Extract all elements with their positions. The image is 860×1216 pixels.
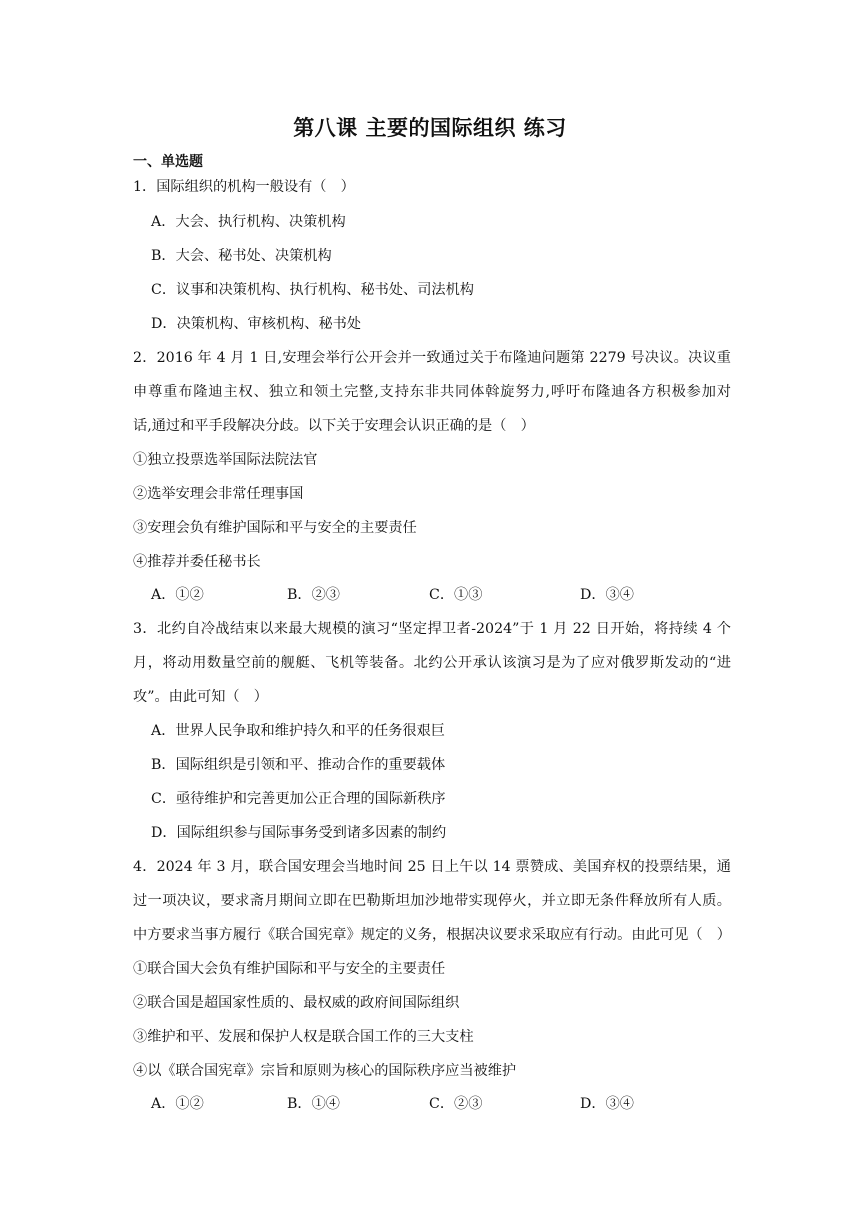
question-4-stem-line: 过一项决议，要求斋月期间立即在巴勒斯坦加沙地带实现停火，并立即无条件释放所有人质。 bbox=[133, 893, 731, 909]
question-2-choice-c: C．①③ bbox=[429, 587, 483, 603]
document-title: 第八课 主要的国际组织 练习 bbox=[293, 116, 567, 140]
question-2-statement-4: ④推荐并委任秘书长 bbox=[133, 554, 261, 570]
question-2-choice-a: A．①② bbox=[151, 587, 204, 603]
question-2-statement-2: ②选举安理会非常任理事国 bbox=[133, 486, 304, 502]
question-4-stem-line: 4．2024 年 3 月，联合国安理会当地时间 25 日上午以 14 票赞成、美国弃权的投票结果，通 bbox=[133, 859, 731, 875]
question-3-option-d: D．国际组织参与国际事务受到诸多因素的制约 bbox=[151, 825, 447, 841]
section-heading: 一、单选题 bbox=[133, 154, 203, 170]
question-2-statement-3: ③安理会负有维护国际和平与安全的主要责任 bbox=[133, 520, 417, 536]
question-3-option-c: C．亟待维护和完善更加公正合理的国际新秩序 bbox=[151, 791, 446, 807]
question-4-choice-a: A．①② bbox=[151, 1096, 204, 1112]
question-2-stem-line: 2．2016 年 4 月 1 日,安理会举行公开会并一致通过关于布隆迪问题第 2279 号决议。决议重 bbox=[133, 350, 731, 366]
question-4-choice-d: D．③④ bbox=[580, 1096, 634, 1112]
question-1-option-b: B．大会、秘书处、决策机构 bbox=[151, 248, 332, 264]
question-4-choice-c: C．②③ bbox=[429, 1096, 483, 1112]
question-3-stem-line: 月，将动用数量空前的舰艇、飞机等装备。北约公开承认该演习是为了应对俄罗斯发动的“进 bbox=[133, 655, 731, 671]
question-1-option-a: A．大会、执行机构、决策机构 bbox=[151, 214, 346, 230]
question-2-choice-b: B．②③ bbox=[287, 587, 340, 603]
question-3-stem-line: 攻”。由此可知（ ） bbox=[133, 689, 268, 705]
question-4-choice-b: B．①④ bbox=[287, 1096, 340, 1112]
question-3-stem-line: 3．北约自冷战结束以来最大规模的演习“坚定捍卫者-2024”于 1 月 22 日开始，将持续 4 个 bbox=[133, 621, 731, 637]
question-2-stem-line: 申尊重布隆迪主权、独立和领土完整,支持东非共同体斡旋努力,呼吁布隆迪各方积极参加对 bbox=[133, 384, 731, 400]
question-2-stem-line: 话,通过和平手段解决分歧。以下关于安理会认识正确的是（ ） bbox=[133, 418, 535, 434]
question-4-statement-4: ④以《联合国宪章》宗旨和原则为核心的国际秩序应当被维护 bbox=[133, 1063, 517, 1079]
question-1-stem: 1．国际组织的机构一般设有（ ） bbox=[133, 179, 355, 195]
question-3-option-a: A．世界人民争取和维护持久和平的任务很艰巨 bbox=[151, 723, 445, 739]
question-4-stem-line: 中方要求当事方履行《联合国宪章》规定的义务，根据决议要求采取应有行动。由此可见（ ） bbox=[133, 927, 731, 943]
question-3-option-b: B．国际组织是引领和平、推动合作的重要载体 bbox=[151, 757, 446, 773]
question-1-option-d: D．决策机构、审核机构、秘书处 bbox=[151, 316, 362, 332]
question-4-statement-1: ①联合国大会负有维护国际和平与安全的主要责任 bbox=[133, 961, 446, 977]
question-4-statement-2: ②联合国是超国家性质的、最权威的政府间国际组织 bbox=[133, 995, 460, 1011]
question-2-choice-d: D．③④ bbox=[580, 587, 634, 603]
question-1-option-c: C．议事和决策机构、执行机构、秘书处、司法机构 bbox=[151, 282, 474, 298]
question-2-statement-1: ①独立投票选举国际法院法官 bbox=[133, 452, 318, 468]
question-4-statement-3: ③维护和平、发展和保护人权是联合国工作的三大支柱 bbox=[133, 1029, 474, 1045]
